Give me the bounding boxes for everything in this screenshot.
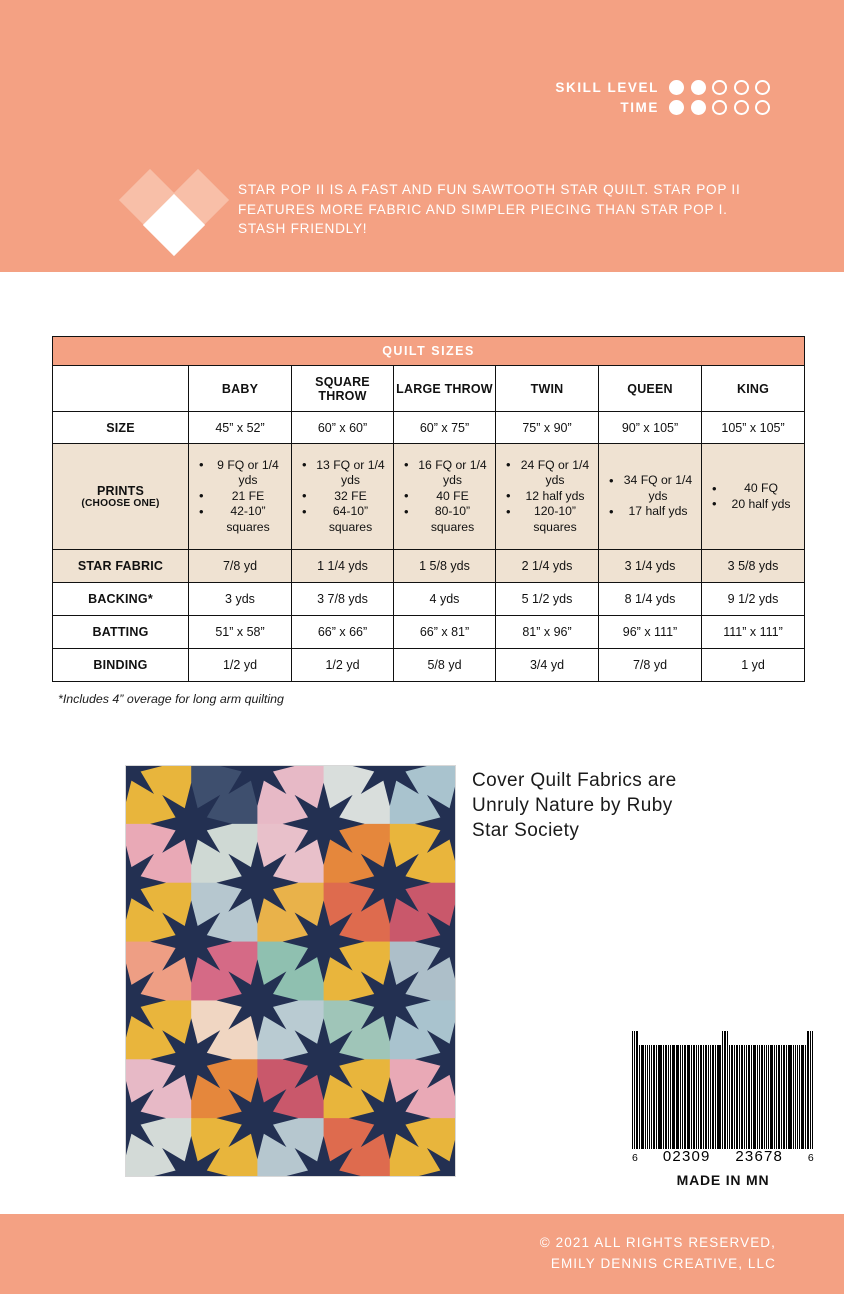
- barcode-bar: [680, 1045, 681, 1149]
- row-label-prints: [53, 444, 189, 550]
- barcode-bar: [783, 1045, 785, 1149]
- cell-batting-queen: 96” x 111”: [599, 616, 702, 649]
- cell-batting-twin: 81” x 96”: [496, 616, 599, 649]
- barcode-bar: [663, 1045, 664, 1149]
- rating-dot: [691, 80, 706, 95]
- cell-binding-square-throw: 1/2 yd: [292, 649, 394, 682]
- barcode-bar: [797, 1045, 799, 1149]
- cell-size-baby: 45” x 52”: [189, 412, 292, 444]
- barcode-bar: [795, 1045, 796, 1149]
- cell-backing-baby: 3 yds: [189, 583, 292, 616]
- barcode-bar: [705, 1045, 708, 1149]
- barcode-bar: [774, 1045, 775, 1149]
- table-row-star-fabric: [53, 550, 805, 583]
- rating-dot: [669, 80, 684, 95]
- cell-star-queen: 3 1/4 yds: [599, 550, 702, 583]
- column-header-twin: TWIN: [496, 366, 599, 412]
- barcode-bar: [801, 1045, 804, 1149]
- barcode-bar: [649, 1045, 650, 1149]
- barcode-bar: [676, 1045, 677, 1149]
- pattern-description: STAR POP II IS A FAST AND FUN SAWTOOTH STAR QUILT. STAR POP II FEATURES MORE FABRIC AND SIMPLER PIECING THAN STAR POP I. STASH FRIENDLY!: [238, 182, 741, 236]
- print-option-item: • 34 FQ or 1/4 yds: [609, 473, 695, 504]
- footer-band: [0, 1214, 844, 1294]
- barcode-bar: [656, 1045, 657, 1149]
- table-row-backing: [53, 583, 805, 616]
- quilt-star: [349, 842, 431, 924]
- print-option-item: • 13 FQ or 1/4 yds: [302, 458, 387, 489]
- copyright-line-2: EMILY DENNIS CREATIVE, LLC: [550, 1256, 776, 1271]
- quilt-illustration: [125, 765, 456, 1177]
- barcode-bar: [776, 1045, 777, 1149]
- cell-prints-square-throw: [292, 444, 394, 550]
- barcode-bar: [636, 1031, 638, 1149]
- column-header-king: KING: [702, 366, 805, 412]
- barcode-bars: [632, 1031, 814, 1149]
- barcode-bar: [717, 1045, 721, 1149]
- barcode-digits: [632, 1148, 814, 1165]
- cell-binding-large-throw: 5/8 yd: [394, 649, 496, 682]
- barcode-bar: [693, 1045, 695, 1149]
- skill-level-row: [555, 80, 770, 95]
- quilt-star: [150, 901, 232, 983]
- print-option-item: • 42-10” squares: [199, 504, 285, 535]
- print-option-item: • 20 half yds: [712, 497, 798, 513]
- barcode-bar: [645, 1045, 646, 1149]
- barcode-bar: [759, 1045, 760, 1149]
- barcode-bar: [778, 1045, 780, 1149]
- cell-star-large-throw: 1 5/8 yds: [394, 550, 496, 583]
- barcode-bar: [684, 1045, 686, 1149]
- time-row: [620, 100, 770, 115]
- cover-fabric-credit: Cover Quilt Fabrics are Unruly Nature by Ruby Star Society: [472, 770, 677, 841]
- barcode-block: [632, 1031, 814, 1188]
- cell-binding-twin: 3/4 yd: [496, 649, 599, 682]
- copyright-line-1: © 2021 ALL RIGHTS RESERVED,: [539, 1235, 776, 1250]
- rating-dot: [712, 80, 727, 95]
- cell-star-baby: 7/8 yd: [189, 550, 292, 583]
- barcode-bar: [739, 1045, 740, 1149]
- quilt-star: [216, 842, 298, 924]
- quilt-star: [283, 783, 365, 865]
- row-label-star-fabric: STAR FABRIC: [53, 550, 189, 583]
- cell-batting-large-throw: 66” x 81”: [394, 616, 496, 649]
- ratings-group: [555, 80, 770, 115]
- quilt-star: [216, 1077, 298, 1159]
- cell-size-twin: 75” x 90”: [496, 412, 599, 444]
- cell-size-king: 105” x 105”: [702, 412, 805, 444]
- barcode-bar: [744, 1045, 745, 1149]
- barcode-digit-left: 6: [632, 1152, 639, 1164]
- barcode-bar: [696, 1045, 697, 1149]
- rating-dot: [712, 100, 727, 115]
- cell-prints-baby: [189, 444, 292, 550]
- barcode-bar: [799, 1045, 800, 1149]
- rating-dot: [755, 100, 770, 115]
- made-in-label: MADE IN MN: [676, 1172, 770, 1188]
- cell-star-square-throw: 1 1/4 yds: [292, 550, 394, 583]
- skill-level-dots: [669, 80, 770, 95]
- barcode-bar: [736, 1045, 739, 1149]
- barcode-bar: [665, 1045, 667, 1149]
- cell-size-queen: 90” x 105”: [599, 412, 702, 444]
- print-option-item: • 9 FQ or 1/4 yds: [199, 458, 285, 489]
- barcode-bar: [793, 1045, 794, 1149]
- row-label-batting: BATTING: [53, 616, 189, 649]
- brand-diamond-logo: [126, 172, 222, 254]
- row-label-prints-main: PRINTS: [96, 484, 145, 498]
- print-option-item: • 17 half yds: [609, 504, 695, 520]
- table-column-header-row: [53, 366, 805, 412]
- row-label-binding: BINDING: [53, 649, 189, 682]
- column-header-baby: BABY: [189, 366, 292, 412]
- barcode-bar: [788, 1045, 792, 1149]
- barcode-bar: [810, 1031, 811, 1149]
- column-header-square-throw: SQUARE THROW: [292, 366, 394, 412]
- rating-dot: [755, 80, 770, 95]
- barcode-bar: [727, 1031, 728, 1149]
- rating-dot: [691, 100, 706, 115]
- quilt-star: [150, 783, 232, 865]
- barcode-bar: [729, 1045, 730, 1149]
- barcode-bar: [653, 1045, 655, 1149]
- barcode-bar: [805, 1045, 806, 1149]
- copyright-block: [540, 1232, 776, 1274]
- cell-star-twin: 2 1/4 yds: [496, 550, 599, 583]
- print-option-item: • 12 half yds: [506, 489, 592, 505]
- barcode-bar: [651, 1045, 652, 1149]
- barcode-digits-right-group: 23678: [735, 1148, 784, 1165]
- barcode-bar: [634, 1031, 635, 1149]
- barcode-bar: [757, 1045, 758, 1149]
- barcode-bar: [710, 1045, 711, 1149]
- print-option-item: • 120-10” squares: [506, 504, 592, 535]
- cell-prints-large-throw: [394, 444, 496, 550]
- row-label-size: SIZE: [53, 412, 189, 444]
- header-band: [0, 0, 844, 272]
- barcode-bar: [677, 1045, 679, 1149]
- barcode-bar: [632, 1031, 633, 1149]
- barcode-bar: [786, 1045, 787, 1149]
- quilt-star: [150, 1018, 232, 1100]
- print-option-item: • 32 FE: [302, 489, 387, 505]
- barcode-bar: [658, 1045, 662, 1149]
- cell-backing-king: 9 1/2 yds: [702, 583, 805, 616]
- table-row-prints: [53, 444, 805, 550]
- barcode-bar: [746, 1045, 747, 1149]
- table-footnote: *Includes 4” overage for long arm quilting: [58, 692, 284, 706]
- cell-backing-queen: 8 1/4 yds: [599, 583, 702, 616]
- table-title-row: [53, 337, 805, 366]
- cell-prints-queen: [599, 444, 702, 550]
- barcode-bar: [670, 1045, 671, 1149]
- cell-backing-square-throw: 3 7/8 yds: [292, 583, 394, 616]
- row-label-backing: BACKING*: [53, 583, 189, 616]
- barcode-bar: [715, 1045, 716, 1149]
- corner-cell: [53, 366, 189, 412]
- print-option-item: • 40 FQ: [712, 481, 798, 497]
- barcode-bar: [691, 1045, 692, 1149]
- cell-batting-king: 111” x 111”: [702, 616, 805, 649]
- barcode-bar: [761, 1045, 763, 1149]
- print-option-item: • 24 FQ or 1/4 yds: [506, 458, 592, 489]
- quilt-sizes-table: [52, 336, 805, 682]
- cell-size-large-throw: 60” x 75”: [394, 412, 496, 444]
- barcode-bar: [766, 1045, 768, 1149]
- barcode-bar: [731, 1045, 733, 1149]
- cell-binding-king: 1 yd: [702, 649, 805, 682]
- barcode-bar: [724, 1031, 726, 1149]
- quilt-star: [349, 959, 431, 1041]
- barcode-bar: [703, 1045, 704, 1149]
- table-row-binding: [53, 649, 805, 682]
- barcode-bar: [682, 1045, 683, 1149]
- barcode-bar: [700, 1045, 702, 1149]
- barcode-bar: [712, 1045, 714, 1149]
- quilt-star: [283, 1018, 365, 1100]
- barcode-bar: [751, 1045, 752, 1149]
- rating-dot: [734, 100, 749, 115]
- column-header-queen: QUEEN: [599, 366, 702, 412]
- rating-dot: [734, 80, 749, 95]
- skill-level-label: SKILL LEVEL: [555, 80, 659, 95]
- table-row-batting: [53, 616, 805, 649]
- barcode-digit-right: 6: [807, 1152, 814, 1164]
- quilt-star: [283, 901, 365, 983]
- cell-size-square-throw: 60” x 60”: [292, 412, 394, 444]
- barcode-bar: [698, 1045, 699, 1149]
- quilt-sizes-table-wrapper: [52, 336, 804, 682]
- barcode-bar: [639, 1045, 640, 1149]
- cell-prints-twin: [496, 444, 599, 550]
- table-title: QUILT SIZES: [53, 337, 805, 366]
- barcode-bar: [687, 1045, 690, 1149]
- barcode-digits-left-group: 02309: [662, 1148, 711, 1165]
- cell-binding-queen: 7/8 yd: [599, 649, 702, 682]
- barcode-bar: [647, 1045, 649, 1149]
- cell-backing-large-throw: 4 yds: [394, 583, 496, 616]
- row-label-prints-sub: (CHOOSE ONE): [81, 498, 160, 509]
- column-header-large-throw: LARGE THROW: [394, 366, 496, 412]
- barcode-bar: [807, 1031, 809, 1149]
- barcode-bar: [748, 1045, 750, 1149]
- barcode-bar: [668, 1045, 669, 1149]
- print-option-item: • 16 FQ or 1/4 yds: [404, 458, 489, 489]
- barcode-bar: [768, 1045, 769, 1149]
- cell-star-king: 3 5/8 yds: [702, 550, 805, 583]
- barcode-bar: [641, 1045, 644, 1149]
- print-option-item: • 21 FE: [199, 489, 285, 505]
- barcode-bar: [770, 1045, 773, 1149]
- print-option-item: • 64-10” squares: [302, 504, 387, 535]
- time-label: TIME: [620, 100, 659, 115]
- quilt-star: [349, 1077, 431, 1159]
- barcode-bar: [764, 1045, 765, 1149]
- quilt-star: [216, 959, 298, 1041]
- cell-backing-twin: 5 1/2 yds: [496, 583, 599, 616]
- cover-quilt-image: [125, 765, 456, 1177]
- print-option-item: • 40 FE: [404, 489, 489, 505]
- cell-binding-baby: 1/2 yd: [189, 649, 292, 682]
- rating-dot: [669, 100, 684, 115]
- print-option-item: • 80-10” squares: [404, 504, 489, 535]
- barcode-bar: [734, 1045, 735, 1149]
- barcode-bar: [753, 1045, 756, 1149]
- cell-batting-square-throw: 66” x 66”: [292, 616, 394, 649]
- cell-batting-baby: 51” x 58”: [189, 616, 292, 649]
- barcode-bar: [741, 1045, 743, 1149]
- barcode-bar: [812, 1031, 813, 1149]
- barcode-bar: [672, 1045, 675, 1149]
- barcode-bar: [781, 1045, 782, 1149]
- barcode-bar: [708, 1045, 709, 1149]
- time-dots: [669, 100, 770, 115]
- barcode-bar: [722, 1031, 723, 1149]
- cell-prints-king: [702, 444, 805, 550]
- table-row-size: [53, 412, 805, 444]
